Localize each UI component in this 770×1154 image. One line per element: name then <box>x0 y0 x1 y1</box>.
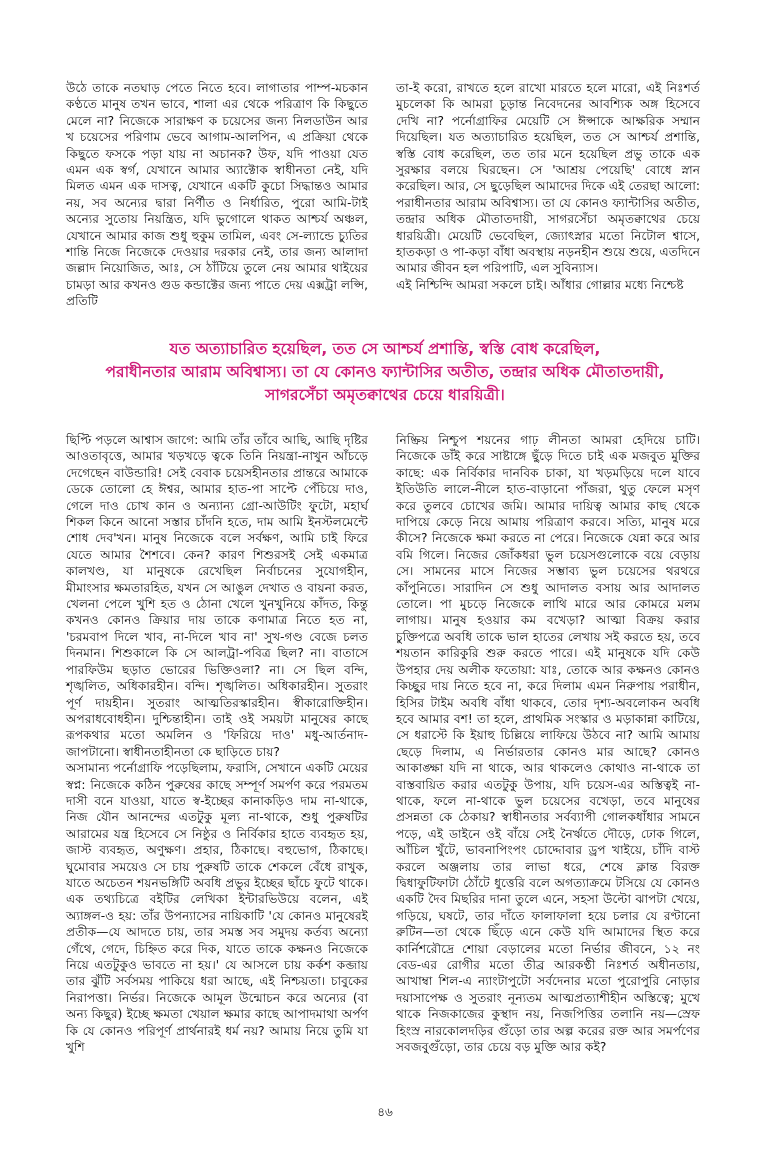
bottom-left-column-text: ছিপ্টি পড়লে আশ্বাস জাগে: আমি তাঁর তাঁবে আছি, আছি দৃষ্টির আওতাবৃত্তে, আমার খড়খড়ে ত্বকে তিনি নিয়ন্ত্রা-নাখুন আঁচড়ে দেগেছেন বাউন্ডারি! সেই বেবাক চয়েসহীনতার প্রান্তরে আমাকে ডেকে তোলো হে ঈশ্বর, আমার হাত-পা সাপ্টে পেঁচিয়ে দাও, গেলে দাও চোখ কান ও অন্যান্য গ্রো-আউটিং ফুটো, মহার্ঘ শিকল কিনে আনো সস্তার চাঁদনি হতে, দাম আমি ইনস্টলমেন্টে শোধ দেব'খন। মানুষ নিজেকে বলে সর্বক্ষণ, আমি চাই ফিরে যেতে আমার শৈশবে। কেন? কারণ শিশুরসই সেই একমাত্র কালখণ্ড, যা মানুষকে রেখেছিল নির্বাচনের সুযোগহীন, মীমাংসার ক্ষমতারহিত, যখন সে আঙুল দেখাত ও বায়না করত, খেলনা পেলে খুশি হত ও ঠোনা খেলে খুনখুনিয়ে কাঁদত, কিন্তু কখনও কোনও ক্রিয়ার দায় তাকে কণামাত্র নিতে হত না, 'চরমবাপ দিলে খাব, না-দিলে খাব না' সুখ-গণ্ড বেজে চলত দিনমান। শিশুকালে কি সে আলট্রা-পবিত্র ছিল? না। বাতাসে পারফিউম ছড়াত ভোরের ভিক্তিওলা? না। সে ছিল বন্দি, শৃঙ্খলিত, অধিকারহীন। বন্দি। শৃঙ্খলিত। অধিকারহীন। সুতরাং পূর্ণ দায়হীন। সুতরাং আত্মতিরস্কারহীন। স্বীকারোক্তিহীন। অপরাধবোধহীন। দুশ্চিন্তাহীন। তাই ওই সময়টা মানুষের কাছে রূপকথার মতো অমলিন ও 'ফিরিয়ে দাও' মধু-আর্তনাদ-জাপটানো। স্বাধীনতাহীনতা কে ছাড়িতে চায়? অসামান্য পর্নোগ্রাফি পড়েছিলাম, ফরাসি, সেখানে একটি মেয়ের স্বপ্ন: নিজেকে কঠিন পুরুষের কাছে সম্পূর্ণ সমর্পণ করে পরমতম দাসী বনে যাওয়া, যাতে স্ব-ইচ্ছের কানাকড়িও দাম না-থাকে, নিজ যৌন আনন্দের এতটুকু মূল্য না-থাকে, শুধু পুরুষটির আরামের যন্ত্র হিসেবে সে নিষ্ঠুর ও নির্বিকার হাতে ব্যবহৃত হয়, জাস্ট ব্যবহৃত, অণুক্ষণ। প্রহার, ঠিকাছে। বহুভোগ, ঠিকাছে। ঘুমোবার সময়েও সে চায় পুরুষটি তাকে শেকলে বেঁধে রাখুক, যাতে অচেতন শয়নভঙ্গিটি অবধি প্রভুর ইচ্ছের ছাঁচে ফুটে থাকে। এক তথ্যচিত্রে বইটির লেখিকা ইন্টারভিউয়ে বলেন, এই অ্যাঙ্গল-ও হয়: তাঁর উপন্যাসের নায়িকাটি 'যে কোনও মানুষেরই প্রতীক—যে আদতে চায়, তার সমস্ত সব সমুদয় কর্তব্য অন্যো গেঁথে, গেদে, চিহ্নিত করে দিক, যাতে তাকে কক্ষনও নিজেকে নিয়ে এতটুকুও ভাবতে না হয়।' যে আসলে চায় কর্কশ কব্জায় তার ঝুঁটি সর্বসময় পাকিয়ে ধরা আছে, এই নিশ্চয়তা। চাবুকের নিরাপত্তা। নির্ভর। নিজেকে আমূল উন্মোচন করে অন্যের (বা অন্য কিছুর) ইচ্ছে ক্ষমতা খেয়াল ক্ষমার কাছে আপাদমাথা অর্পণ কি যে কোনও পরিপূর্ণ প্রার্থনারই ধর্ম নয়? আমায় নিয়ে তুমি যা খুশি <box>66 433 368 1055</box>
page-number: ৪৬ <box>377 1105 393 1119</box>
top-right-column-text: তা-ই করো, রাখতে হলে রাখো মারতে হলে মারো, এই নিঃশর্ত মুচলেকা কি আমরা চূড়ান্ত নিবেদনের আবশ্যিক অঙ্গ হিসেবে দেখি না? পর্নোগ্রাফির মেয়েটি সে ঈপ্সাকে আক্ষরিক সম্মান দিয়েছিল। যত অত্যাচারিত হয়েছিল, তত সে আশ্চর্য প্রশান্তি, স্বস্তি বোধ করেছিল, তত তার মনে হয়েছিল প্রভু তাকে এক সুরক্ষার বলয়ে ঘিরছেন। সে 'আশ্রয় পেয়েছি' বোধে স্নান করেছিল। আর, সে ছুড়েছিল আমাদের দিকে এই তেরছা আলো: পরাধীনতার আরাম অবিশ্বাস্য। তা যে কোনও ফ্যান্টাসির অতীত, তন্দ্রার অধিক মৌতাতদায়ী, সাগরসেঁচা অমৃতক্বাথের চেয়ে ধারয়িত্রী। মেয়েটি ভেবেছিল, জ্যোৎস্নার মতো নিটোল শ্বাসে, হাতকড়া ও পা-কড়া বাঁধা অবস্থায় নড়নহীন শুয়ে শুয়ে, এতদিনে আমার জীবন হল পরিপাটি, এল সুবিন্যাস। এই নিশ্চিন্দি আমরা সকলে চাই। আঁধার গোল্লার মধ্যে নিশ্চেষ্ট <box>396 81 700 292</box>
top-left-column-text: উঠে তাকে নতঘাড় পেতে নিতে হবে। লাগাতার পাম্প-মচকান কণ্ঠতে মানুষ তখন ভাবে, শালা এর থেকে পরিত্রাণ কি কিছুতে মেলে না? নিজেকে সারাক্ষণ ক চয়েসের জন্য নিলডাউন আর খ চয়েসের পরিণাম ভেবে আগাম-আলপিন, এ প্রক্রিয়া থেকে কিছুতে ফসকে পড়া যায় না অচানক? উফ, যদি পাওয়া যেত এমন এক স্বর্গ, যেখানে আমার অ্যাক্টোক স্বাধীনতা নেই, যদি মিলত এমন এক দাসত্ব, যেখানে একটি কুচো সিদ্ধান্তও আমার নয়, সব অন্যের দ্বারা নির্ণীত ও নির্ধারিত, পুরো আমি-টাই অন্যের সুতোয় নিয়ন্ত্রিত, যদি ভুগোলে থাকত আশ্চর্য অঞ্চল, যেখানে আমার কাজ শুধু হুকুম তামিল, এবং সে-ল্যান্ডে চ্যুতির শান্তি নিজে নিজেকে দেওয়ার দরকার নেই, তার জন্য আলাদা জল্লাদ নিয়োজিত, আঃ, সে ঠাঁটিয়ে তুলে নেয় আমার থাইয়ের চামড়া আর কখনও গুড কন্ডাক্টের জন্য পাতে দেয় এক্সট্রা লপ্সি, প্রতিটি <box>66 81 368 309</box>
bottom-right-column-text: নিষ্ক্রিয় নিশ্চুপ শয়নের গাঢ় লীনতা আমরা হেদিয়ে চাটি। নিজেকে ডাঁই করে সাষ্টাঙ্গে ছুঁড়ে দিতে চাই এক মজবুত মুক্তির কাছে: এক নির্বিকার দানবিক চাকা, যা খড়মড়িয়ে দলে যাবে ইতিউতি লালে-নীলে হাত-বাড়ানো পাঁজরা, থুতু ফেলে মসৃণ করে তুলবে চোখের জমি। আমার দায়িত্ব আমার কাছ থেকে দাপিয়ে কেড়ে নিয়ে আমায় পরিত্রাণ করবে। সত্যি, মানুষ মরে কীসে? নিজেকে ক্ষমা করতে না পেরে। নিজেকে যেন্না করে আর বমি গিলে। নিজের জোঁকধরা ভুল চয়েসগুলোকে বয়ে বেড়ায় সে। সামনের মাসে নিজের সম্ভাব্য ভুল চয়েসের থরথরে কাঁপুনিতে। সারাদিন সে শুধু আদালত বসায় আর আদালত তোলে। পা মুচড়ে নিজেকে লাথি মারে আর কোমরে মলম লাগায়। মানুষ হওয়ার কম বখেড়া? আত্মা বিক্রয় করার চুক্তিপত্রে অবধি তাকে ভাল হাতের লেখায় সই করতে হয়, তবে শয়তান কারিকুরি শুরু করতে পারে। এই মানুষকে যদি কেউ উপহার দেয় অলীক ফতোয়া: যাঃ, তোকে আর কক্ষনও কোনও কিচ্ছুর দায় নিতে হবে না, করে দিলাম এমন নিরুপায় পরাধীন, হিসির টাইম অবধি বাঁধা থাকবে, তোর দৃশ্য-অবলোকন অবধি হবে আমার বশ! তা হলে, প্রাথমিক সংস্কার ও মড়াকান্না কাটিয়ে, সে ধরাস্টে কি ইয়াহু চিল্লিয়ে লাফিয়ে উঠবে না? আমি আমায় ছেড়ে দিলাম, এ নির্ভারতার কোনও মার আছে? কোনও আকাঙ্ক্ষা যদি না থাকে, আর থাকলেও কোথাও না-থাকে তা বাস্তবায়িত করার এতটুকু উপায়, যদি চয়েস-এর অস্তিত্বই না-থাকে, ফলে না-থাকে ভুল চয়েসের বখেড়া, তবে মানুষের প্রসন্নতা কে ঠেকায়? স্বাধীনতার সর্বব্যাপী গোলকধাঁধার সামনে পড়ে, এই ডাইনে ওই বাঁয়ে সেই নৈর্ঋতে দৌড়ে, ঢোক গিলে, আঁচিল খুঁটে, ভাবনাপিংপং চোদ্দোবার ড্রপ খাইয়ে, চাঁদি বাস্ট করলে অঞ্জলায় তার লাভা ধরে, শেষে ক্লান্ত বিরক্ত দ্বিধাফুটিফাটা ঠোঁটে ধুত্তেরি বলে অগত্যাক্রমে টসিয়ে যে কোনও একটি দৈব মিছরির দানা তুলে এনে, সহসা উল্টো ঝাপটা খেয়ে, গড়িয়ে, ঘষটে, তার দাঁতে ফালাফালা হয়ে চলার যে রণ্টানো রুটিন—তা থেকে ছিঁড়ে এনে কেউ যদি আমাদের স্থিত করে কার্নিশরৌদ্রে শোয়া বেড়ালের মতো নির্ভার জীবনে, ১২ নং বেড-এর রোগীর মতো তীব্র আরকণ্ঠী নিঃশর্ত অধীনতায়, আখাম্বা শিল-এ ন্যাংটাপুটো সর্বদেনার মতো পুরোপুরি নোড়ার দয়াসাপেক্ষ ও সুতরাং নূন্যতম আত্মপ্রত্যাশীহীন অস্তিত্বে; মুখে থাকে নিজকাজের কুস্থাদ নয়, নিজপিত্তির তলানি নয়—স্রেফ হিংস্র নারকোলদড়ির গুঁড়ো তার অল্প করের রক্ত আর সমর্পণের সবজবুগুঁড়ো, তার চেয়ে বড় মুক্তি আর কই? <box>396 433 700 1055</box>
pull-quote: যত অত্যাচারিত হয়েছিল, তত সে আশ্চর্য প্রশান্তি, স্বস্তি বোধ করেছিল, পরাধীনতার আরাম অবিশ্বাস্য। তা যে কোনও ফ্যান্টাসির অতীত, তন্দ্রার অধিক মৌতাতদায়ী, সাগরসেঁচা অমৃতক্বাথের চেয়ে ধারয়িত্রী। <box>105 340 665 404</box>
